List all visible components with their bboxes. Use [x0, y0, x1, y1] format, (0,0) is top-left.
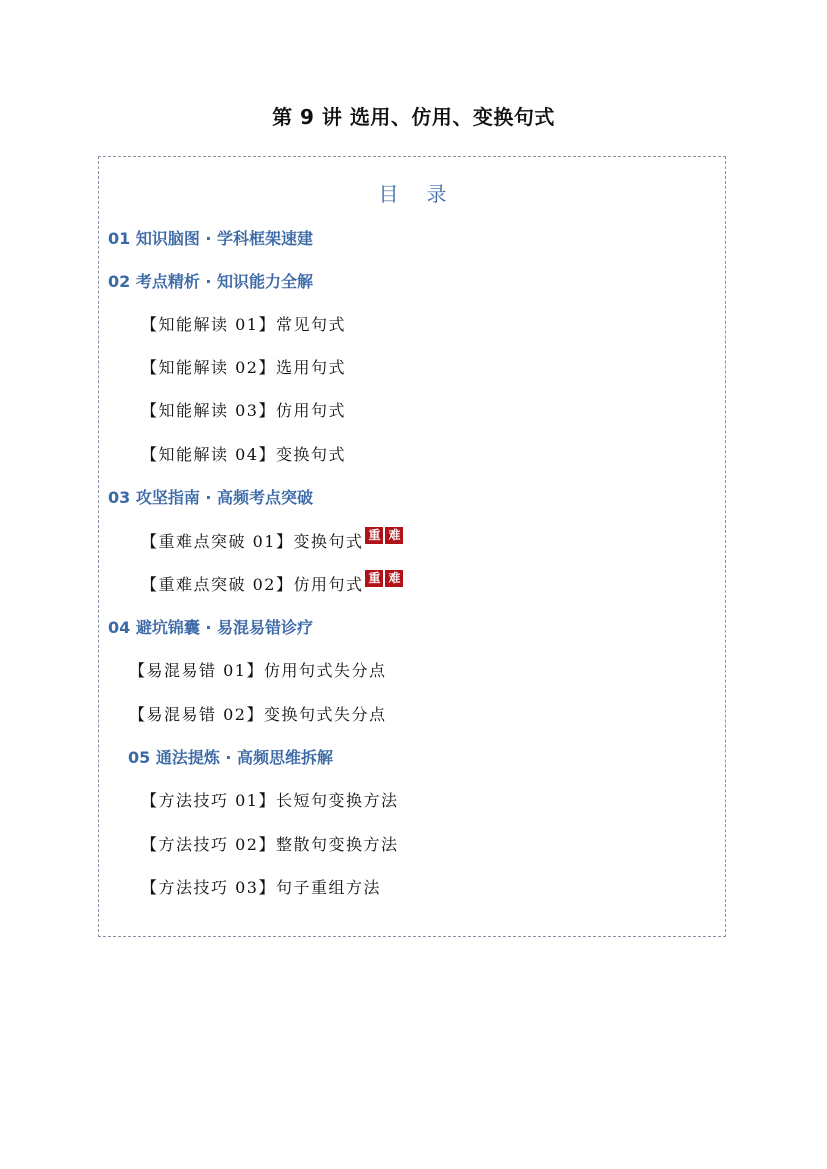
toc-item-zhongnan-01[interactable] — [141, 528, 405, 553]
toc-section-02[interactable]: 02 考点精析 · 知识能力全解 — [108, 272, 314, 291]
difficulty-badge — [365, 523, 405, 545]
toc-item-zhineng-03[interactable]: 【知能解读 03】仿用句式 — [141, 401, 346, 420]
toc-item-zhongnan-02[interactable] — [141, 571, 405, 596]
badge-char: 难 — [385, 570, 403, 587]
toc-heading-right: 录 — [426, 182, 449, 206]
toc-item-fangfa-03[interactable]: 【方法技巧 03】句子重组方法 — [141, 878, 381, 897]
toc-item-label: 【重难点突破 01】变换句式 — [141, 532, 364, 551]
difficulty-badge — [365, 566, 405, 588]
toc-section-03[interactable]: 03 攻坚指南 · 高频考点突破 — [108, 488, 314, 507]
badge-char: 重 — [365, 570, 383, 587]
toc-item-yihun-02[interactable]: 【易混易错 02】变换句式失分点 — [129, 705, 387, 724]
toc-item-zhineng-02[interactable]: 【知能解读 02】选用句式 — [141, 358, 346, 377]
toc-section-04[interactable]: 04 避坑锦囊 · 易混易错诊疗 — [108, 618, 314, 637]
toc-section-01[interactable]: 01 知识脑图 · 学科框架速建 — [108, 229, 314, 248]
toc-item-zhineng-04[interactable]: 【知能解读 04】变换句式 — [141, 445, 346, 464]
toc-item-fangfa-01[interactable]: 【方法技巧 01】长短句变换方法 — [141, 791, 399, 810]
toc-section-05[interactable]: 05 通法提炼 · 高频思维拆解 — [128, 748, 334, 767]
badge-char: 难 — [385, 527, 403, 544]
toc-heading — [0, 178, 827, 207]
page-title: 第 9 讲 选用、仿用、变换句式 — [272, 105, 555, 129]
toc-item-label: 【重难点突破 02】仿用句式 — [141, 575, 364, 594]
toc-item-fangfa-02[interactable]: 【方法技巧 02】整散句变换方法 — [141, 835, 399, 854]
toc-item-zhineng-01[interactable]: 【知能解读 01】常见句式 — [141, 315, 346, 334]
badge-char: 重 — [365, 527, 383, 544]
toc-item-yihun-01[interactable]: 【易混易错 01】仿用句式失分点 — [129, 661, 387, 680]
toc-heading-left: 目 — [378, 182, 401, 206]
